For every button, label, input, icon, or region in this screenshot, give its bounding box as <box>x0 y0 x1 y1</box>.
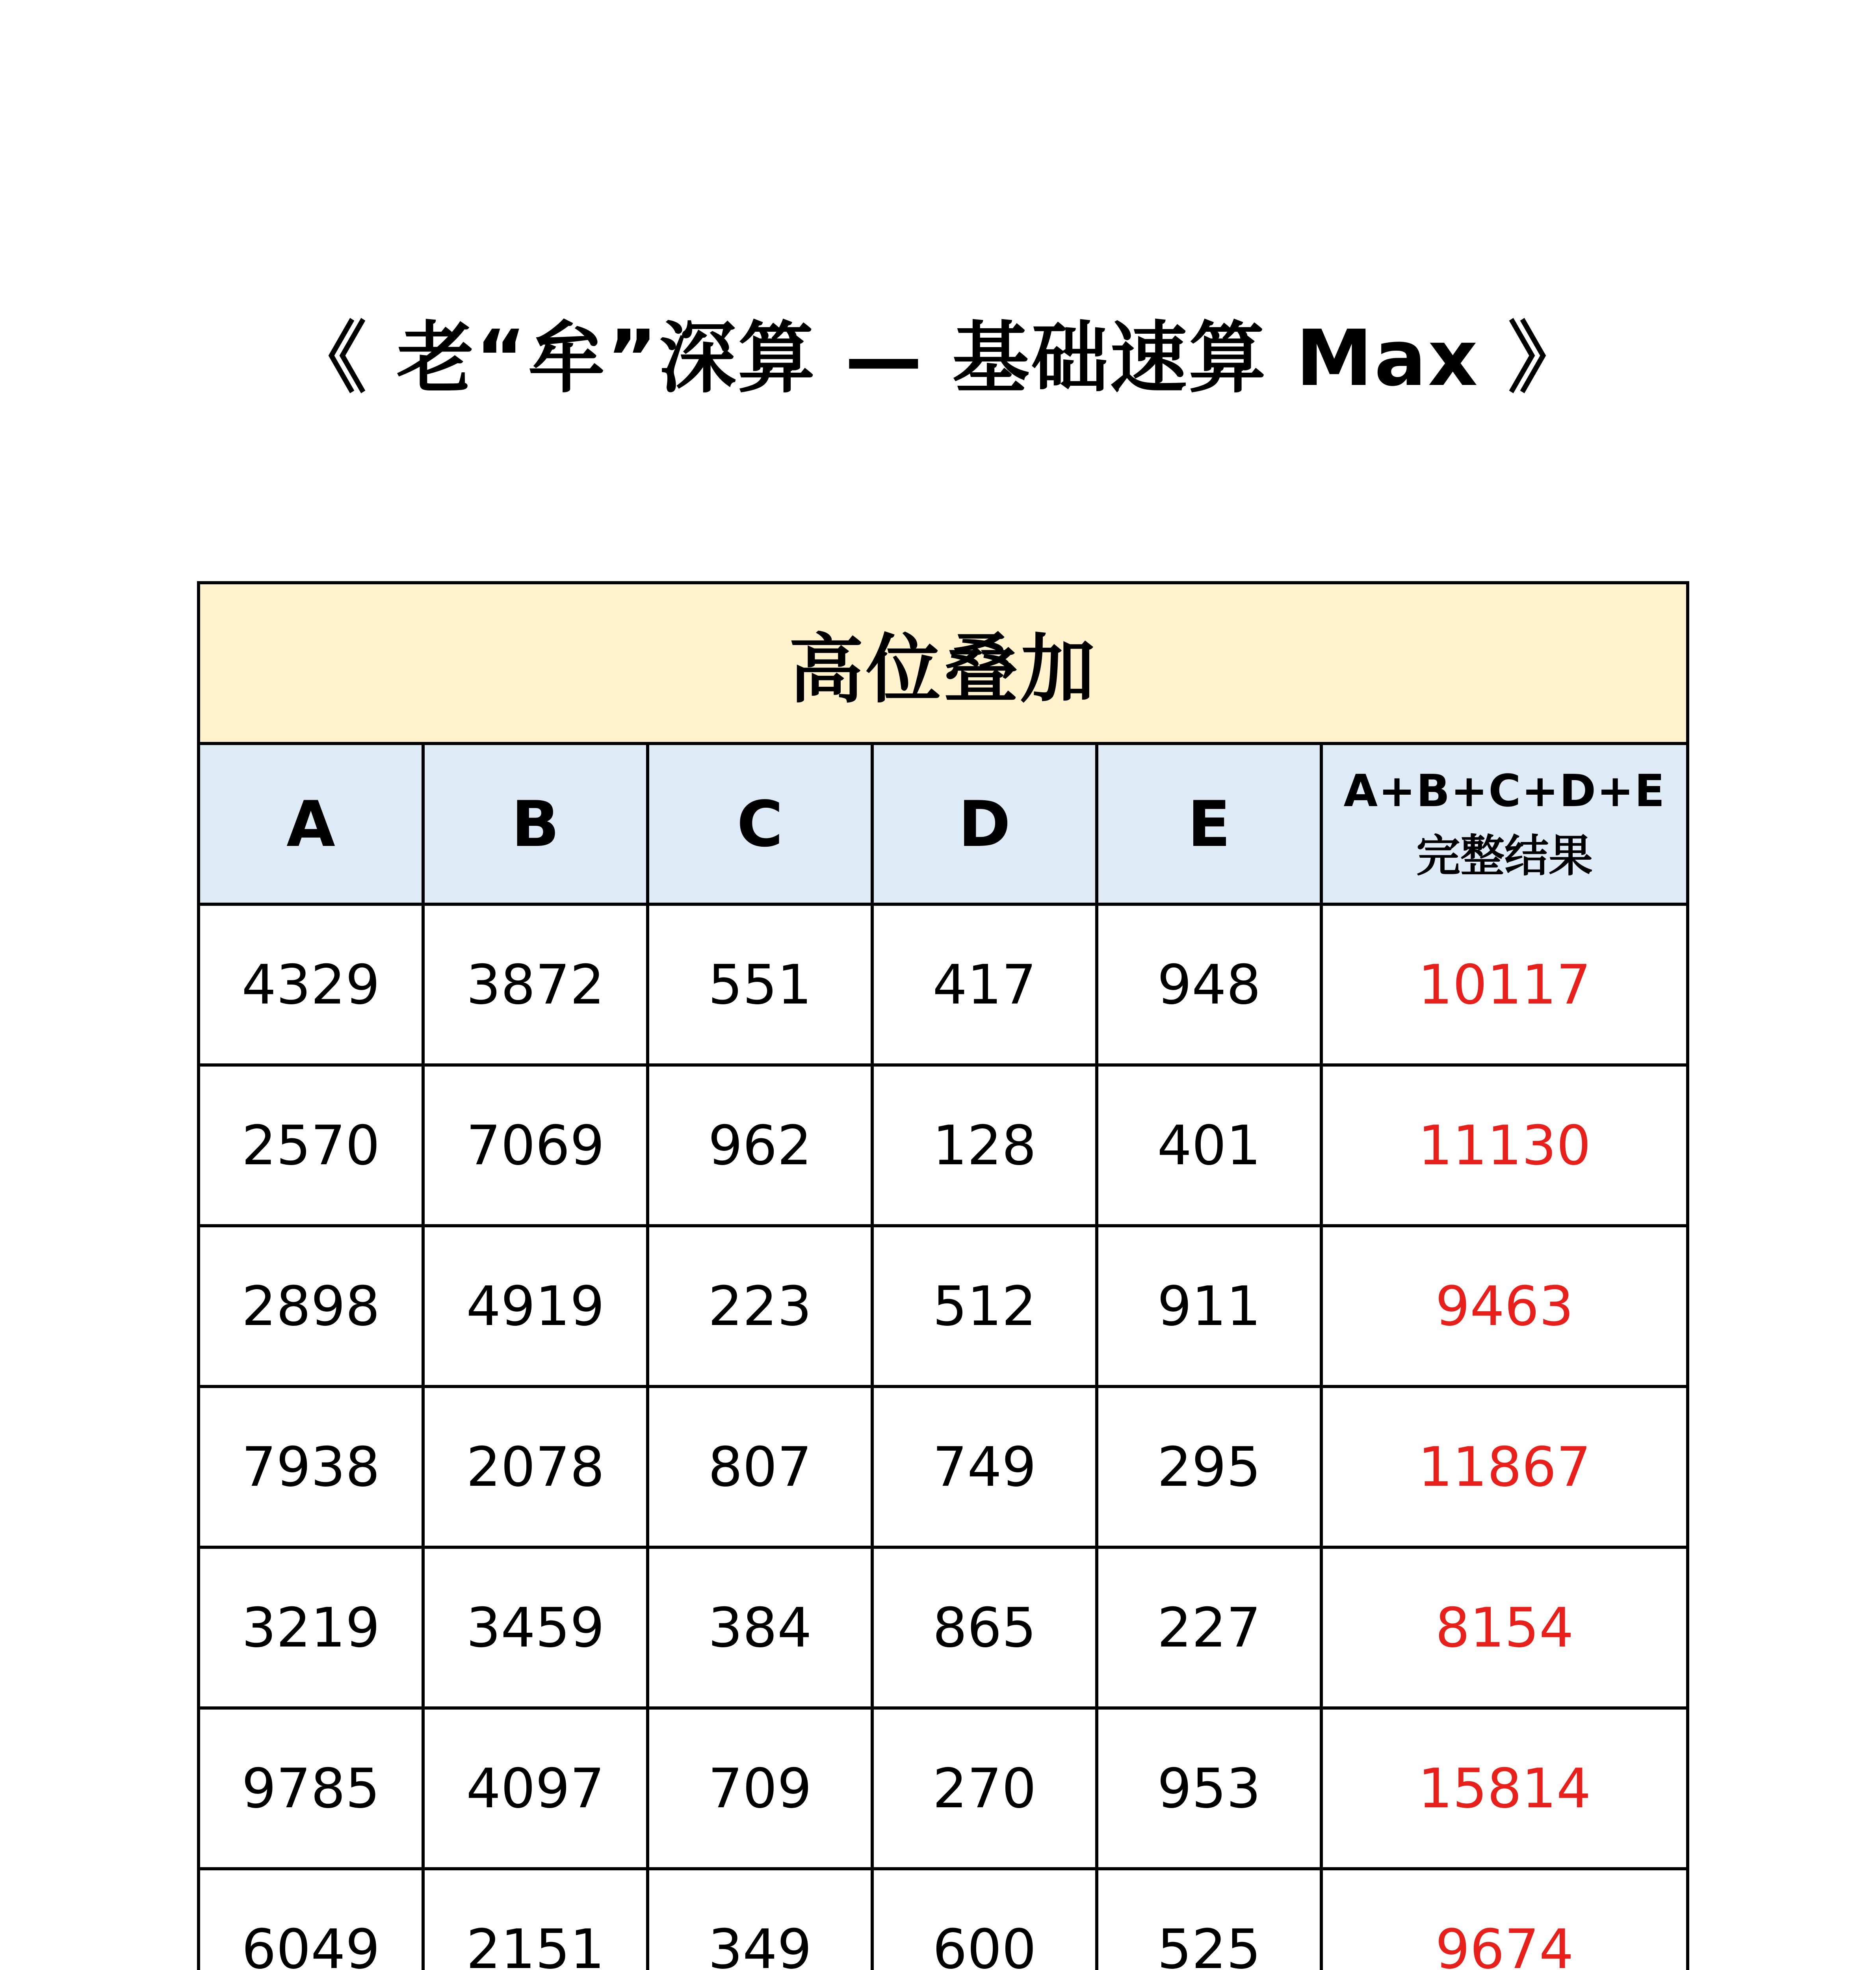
cell-e: 911 <box>1097 1226 1321 1386</box>
cell-e: 948 <box>1097 904 1321 1065</box>
cell-e: 401 <box>1097 1065 1321 1226</box>
table-row <box>199 904 1688 1065</box>
cell-result: 10117 <box>1321 904 1688 1065</box>
table-row <box>199 1065 1688 1226</box>
banner-row <box>199 583 1688 743</box>
cell-d: 512 <box>872 1226 1097 1386</box>
cell-c: 962 <box>648 1065 872 1226</box>
cell-result: 15814 <box>1321 1708 1688 1869</box>
column-header-a: A <box>199 743 423 904</box>
cell-d: 749 <box>872 1386 1097 1547</box>
cell-a: 4329 <box>199 904 423 1065</box>
column-header-e: E <box>1097 743 1321 904</box>
cell-e: 227 <box>1097 1547 1321 1708</box>
column-header-d: D <box>872 743 1097 904</box>
cell-a: 7938 <box>199 1386 423 1547</box>
cell-c: 709 <box>648 1708 872 1869</box>
cell-a: 3219 <box>199 1547 423 1708</box>
result-header-formula: A+B+C+D+E <box>1343 766 1666 817</box>
cell-c: 807 <box>648 1386 872 1547</box>
table-row <box>199 1226 1688 1386</box>
cell-d: 865 <box>872 1547 1097 1708</box>
table-banner: 高位叠加 <box>199 583 1688 743</box>
column-header-result <box>1321 743 1688 904</box>
cell-a: 6049 <box>199 1869 423 1970</box>
cell-e: 295 <box>1097 1386 1321 1547</box>
cell-b: 4097 <box>423 1708 648 1869</box>
cell-a: 2898 <box>199 1226 423 1386</box>
cell-result: 8154 <box>1321 1547 1688 1708</box>
table-row <box>199 1869 1688 1970</box>
cell-c: 223 <box>648 1226 872 1386</box>
result-header-label: 完整结果 <box>1416 831 1593 882</box>
page-title: 《 老“牟”深算 — 基础速算 Max 》 <box>289 314 1587 403</box>
table-row <box>199 1547 1688 1708</box>
cell-d: 270 <box>872 1708 1097 1869</box>
cell-result: 11130 <box>1321 1065 1688 1226</box>
cell-b: 7069 <box>423 1065 648 1226</box>
cell-a: 9785 <box>199 1708 423 1869</box>
cell-c: 349 <box>648 1869 872 1970</box>
cell-d: 600 <box>872 1869 1097 1970</box>
column-header-b: B <box>423 743 648 904</box>
cell-c: 551 <box>648 904 872 1065</box>
table-row <box>199 1708 1688 1869</box>
cell-b: 3872 <box>423 904 648 1065</box>
cell-d: 128 <box>872 1065 1097 1226</box>
cell-e: 953 <box>1097 1708 1321 1869</box>
cell-b: 2078 <box>423 1386 648 1547</box>
cell-c: 384 <box>648 1547 872 1708</box>
table-body <box>199 583 1688 1970</box>
header-row <box>199 743 1688 904</box>
cell-b: 4919 <box>423 1226 648 1386</box>
cell-result: 9463 <box>1321 1226 1688 1386</box>
cell-result: 11867 <box>1321 1386 1688 1547</box>
cell-b: 3459 <box>423 1547 648 1708</box>
cell-e: 525 <box>1097 1869 1321 1970</box>
cell-b: 2151 <box>423 1869 648 1970</box>
cell-a: 2570 <box>199 1065 423 1226</box>
cell-d: 417 <box>872 904 1097 1065</box>
column-header-c: C <box>648 743 872 904</box>
table-row <box>199 1386 1688 1547</box>
cell-result: 9674 <box>1321 1869 1688 1970</box>
calculation-table <box>197 581 1689 1970</box>
